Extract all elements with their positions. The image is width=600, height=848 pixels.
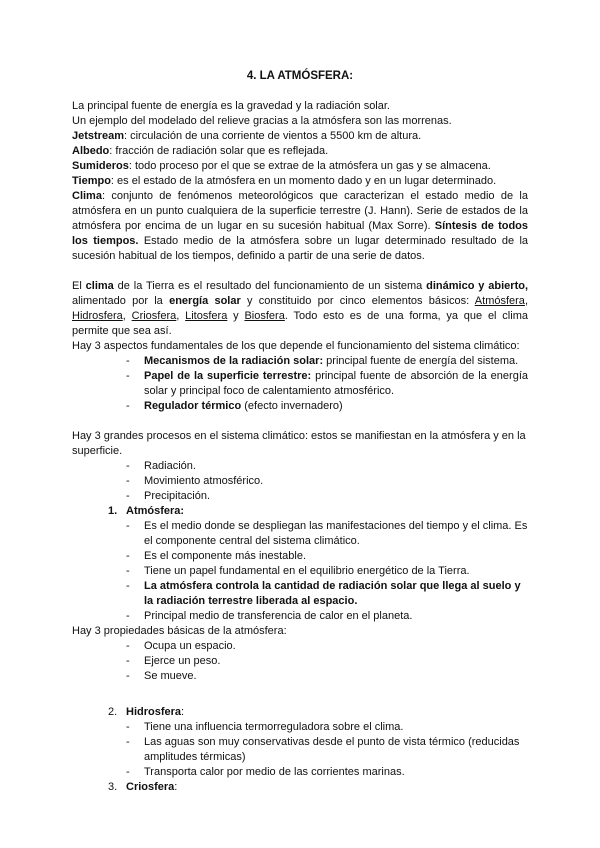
section-name: Criosfera — [126, 781, 175, 793]
term-sumideros: Sumideros — [72, 160, 129, 172]
text: de la Tierra es el resultado del funcionamiento de un sistema — [113, 280, 427, 292]
list-item: - Ocupa un espacio. — [144, 639, 528, 654]
term-clima: Clima — [72, 190, 102, 202]
text: , — [524, 295, 528, 307]
list-item: - Precipitación. — [144, 489, 528, 504]
aspect-text: (efecto invernadero) — [241, 400, 343, 412]
aspect-bold: Regulador térmico — [144, 400, 242, 412]
section-colon: : — [174, 781, 178, 793]
list-item: - Radiación. — [144, 459, 528, 474]
section-number: 3. — [108, 781, 118, 793]
list-item: - Transporta calor por medio de las corrientes marinas. — [144, 765, 528, 780]
bold-clima: clima — [85, 280, 114, 292]
atmosfera-list — [72, 519, 528, 624]
definition-text: : circulación de una corriente de vientos a 5500 km de altura. — [123, 130, 422, 142]
text: , — [122, 310, 132, 322]
aspects-list — [72, 354, 528, 414]
aspects-intro: Hay 3 aspectos fundamentales de los que depende el funcionamiento del sistema climático: — [72, 340, 520, 352]
list-item — [144, 579, 528, 609]
text: El — [72, 280, 86, 292]
list-item: - Es el medio donde se despliegan las manifestaciones del tiempo y el clima. Es el componente central del sistema climático. — [144, 519, 528, 549]
definition-sumideros — [72, 159, 528, 174]
definition-text: : es el estado de la atmósfera en un momento dado y en un lugar determinado. — [110, 175, 497, 187]
definition-tiempo — [72, 174, 528, 189]
processes-intro: Hay 3 grandes procesos en el sistema climático: estos se manifiestan en la atmósfera y en la superficie. — [72, 430, 526, 457]
aspect-bold: Mecanismos de la radiación solar: — [144, 355, 324, 367]
element-atmosfera: Atmósfera — [474, 295, 525, 307]
bold-energia-solar: energía solar — [169, 295, 241, 307]
section-name: Hidrosfera — [126, 706, 182, 718]
list-item: - Se mueve. — [144, 669, 528, 684]
bold-item: La atmósfera controla la cantidad de radiación solar que llega al suelo y la radiación terrestre liberada al espacio. — [144, 580, 521, 607]
list-item: - Las aguas son muy conservativas desde el punto de vista térmico (reducidas amplitudes térmicas) — [144, 735, 528, 765]
definition-text: : conjunto de fenómenos meteorológicos que caracterizan el estado medio de la atmósfera en un punto cualquiera de la superficie terrestre (J. Hann). Serie de estados de la atmósfera por encima de un lugar en su sucesión habitual (Max Sorre). — [72, 190, 528, 232]
element-criosfera: Criosfera — [131, 310, 177, 322]
element-litosfera: Litosfera — [185, 310, 228, 322]
term-tiempo: Tiempo — [72, 175, 111, 187]
section-colon: : — [181, 706, 185, 718]
section-heading — [108, 780, 528, 795]
element-biosfera: Biosfera — [244, 310, 285, 322]
definition-clima — [72, 189, 528, 264]
section-atmosfera — [72, 504, 528, 519]
element-hidrosfera: Hidrosfera — [72, 310, 123, 322]
section-number: 1. — [108, 505, 118, 517]
aspect-text: principal fuente de energía del sistema. — [323, 355, 519, 367]
text: alimentado por la — [72, 295, 170, 307]
aspect-text: principal fuente de absorción de la energía solar y principal foco de calentamiento atmosférico. — [144, 370, 528, 397]
page-title: 4. LA ATMÓSFERA: — [246, 70, 354, 82]
definition-text: : todo proceso por el que se extrae de la atmósfera un gas y se almacena. — [128, 160, 491, 172]
definition-albedo — [72, 144, 528, 159]
list-item: - Movimiento atmosférico. — [144, 474, 528, 489]
processes-list — [72, 459, 528, 504]
text: y constituido por cinco elementos básicos: — [240, 295, 475, 307]
text: , — [176, 310, 186, 322]
section-heading — [108, 705, 528, 720]
hidrosfera-list — [72, 720, 528, 780]
clima-bold-phrase: Síntesis de todos los tiempos. — [72, 220, 529, 247]
list-item: - Tiene una influencia termorreguladora sobre el clima. — [144, 720, 528, 735]
section-hidrosfera — [72, 705, 528, 720]
aspect-bold: Papel de la superficie terrestre: — [144, 370, 312, 382]
properties-list — [72, 639, 528, 684]
intro-paragraph-2: Un ejemplo del modelado del relieve gracias a la atmósfera son las morrenas. — [72, 115, 452, 127]
definition-text: : fracción de radiación solar que es reflejada. — [109, 145, 329, 157]
term-albedo: Albedo — [72, 145, 110, 157]
section-number: 2. — [108, 706, 118, 718]
section-criosfera — [72, 780, 528, 795]
intro-paragraph-1: La principal fuente de energía es la gravedad y la radiación solar. — [72, 100, 390, 112]
system-paragraph — [72, 279, 528, 339]
list-item — [144, 399, 528, 414]
list-item: - Ejerce un peso. — [144, 654, 528, 669]
term-jetstream: Jetstream — [72, 130, 124, 142]
text: . Todo esto es de una forma, ya que el clima permite que sea así. — [72, 310, 528, 337]
list-item: - Principal medio de transferencia de calor en el planeta. — [144, 609, 528, 624]
section-heading — [108, 504, 528, 519]
definition-jetstream — [72, 129, 528, 144]
list-item: - Tiene un papel fundamental en el equilibrio energético de la Tierra. — [144, 564, 528, 579]
text: y — [227, 310, 245, 322]
definition-text: Estado medio de la atmósfera sobre un lugar determinado resultado de la sucesión habitual de los tiempos, definido a partir de una serie de datos. — [72, 235, 528, 262]
list-item: - Es el componente más inestable. — [144, 549, 528, 564]
properties-intro: Hay 3 propiedades básicas de la atmósfera: — [72, 625, 287, 637]
list-item — [144, 369, 528, 399]
bold-dinamico: dinámico y abierto, — [426, 280, 529, 292]
section-name: Atmósfera: — [126, 505, 185, 517]
list-item — [144, 354, 528, 369]
